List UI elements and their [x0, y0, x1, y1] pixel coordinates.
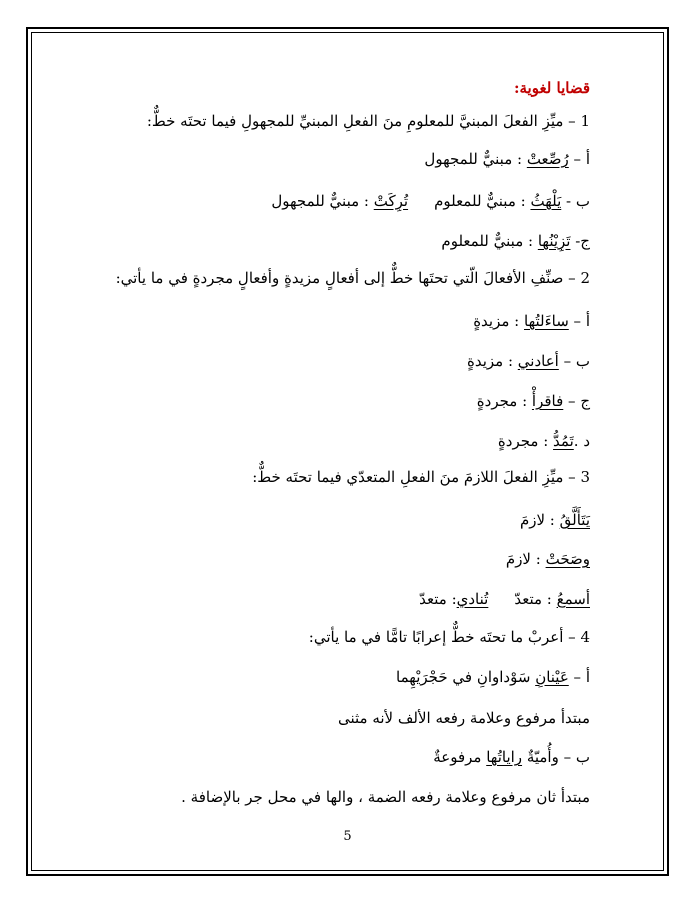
q4-item-b	[433, 747, 590, 767]
page-number: 5	[343, 829, 352, 844]
q4-item-a	[396, 667, 590, 687]
q4-item-a-answer: مبتدأ مرفوع وعلامة رفعه الألف لأنه مثنى	[337, 709, 590, 727]
q1-item-c	[441, 231, 590, 251]
q2-item-a	[473, 311, 590, 331]
q2-title: 2 – صنِّفِ الأفعالَ الّتي تحتَها خطٌّ إلى أفعالٍ مزيدةٍ وأفعالٍ مجردةٍ في ما يأتي:	[115, 269, 590, 287]
item-rest: مرفوعةٌ	[433, 748, 487, 766]
heading: قضايا لغوية:	[513, 79, 590, 97]
item-answer: : لازمَ	[505, 550, 546, 568]
underlined-word: فاقرأْ	[531, 392, 564, 410]
item-answer: : مبنيٌّ للمعلوم	[441, 232, 538, 250]
underlined-word: أسمعُ	[556, 590, 590, 608]
underlined-word: رُصِّعتْ	[526, 150, 569, 168]
item-answer: : مبنيٌّ للمعلوم	[434, 192, 531, 210]
q2-item-c	[477, 391, 590, 411]
q1-title: 1 – ميِّزِ الفعلَ المبنيَّ للمعلومِ منَ الفعلِ المبنيِّ للمجهولِ فيما تحتَه خطٌّ:	[146, 112, 590, 130]
q3-item-c	[419, 589, 590, 609]
item-answer: : مجردةٍ	[497, 432, 554, 450]
item-answer: : مزيدةٍ	[466, 352, 518, 370]
underlined-word: يَتَأَلَّقُ	[559, 511, 590, 529]
q3-title: 3 – ميِّزِ الفعلَ اللازمَ منَ الفعلِ المتعدّي فيما تحتَه خطٌّ:	[252, 468, 590, 486]
item-answer: : مبنيٌّ للمجهول	[271, 192, 374, 210]
item-rest: سَوْداوانِ في حَجْرَيْهِما	[396, 668, 536, 686]
q3-item-b	[506, 549, 590, 569]
item-answer: : لازمَ	[519, 511, 560, 529]
q1-item-a	[424, 149, 590, 169]
q1-item-b	[271, 191, 590, 211]
underlined-word: عَيْنانِ	[535, 668, 569, 686]
item-prefix: ج –	[563, 392, 590, 410]
item-prefix: ج-	[570, 232, 590, 250]
underlined-word: ساءَلتُها	[524, 312, 569, 330]
item-prefix: ب -	[561, 192, 590, 210]
underlined-word: تُنادي	[456, 590, 489, 608]
item-prefix: أ –	[568, 150, 590, 168]
q3-item-a	[520, 510, 590, 530]
item-answer: : مجردةٍ	[476, 392, 532, 410]
item-prefix: أ –	[568, 668, 590, 686]
item-answer: : متعدّ	[419, 590, 457, 608]
underlined-word: يَلْهَثُ	[530, 192, 562, 210]
q4-item-b-answer: مبتدأ ثان مرفوع وعلامة رفعه الضمة ، والها في محل جر بالإضافة .	[181, 788, 590, 806]
q2-item-d	[498, 431, 590, 451]
underlined-word: أعادني	[517, 352, 559, 370]
item-prefix: د .	[573, 432, 590, 450]
underlined-word: تَزِيْنُها	[537, 232, 571, 250]
item-prefix: أ –	[568, 312, 590, 330]
underlined-word: راياتُها	[486, 748, 523, 766]
q4-title: 4 – أعربْ ما تحتَه خطٌّ إعرابًا تامًّا في ما يأتي:	[308, 628, 590, 646]
item-answer: : متعدّ	[514, 590, 557, 608]
item-prefix: ب – وأُميّةٌ	[522, 748, 590, 766]
underlined-word: تَمُدُّ	[553, 432, 574, 450]
item-answer: : مزيدةٍ	[473, 312, 524, 330]
underlined-word: وصَحَتْ	[545, 550, 590, 568]
q2-item-b	[467, 351, 590, 371]
item-answer: : مبنيٌّ للمجهول	[424, 150, 527, 168]
item-prefix: ب –	[558, 352, 590, 370]
underlined-word: تُرِكَتْ	[373, 192, 409, 210]
